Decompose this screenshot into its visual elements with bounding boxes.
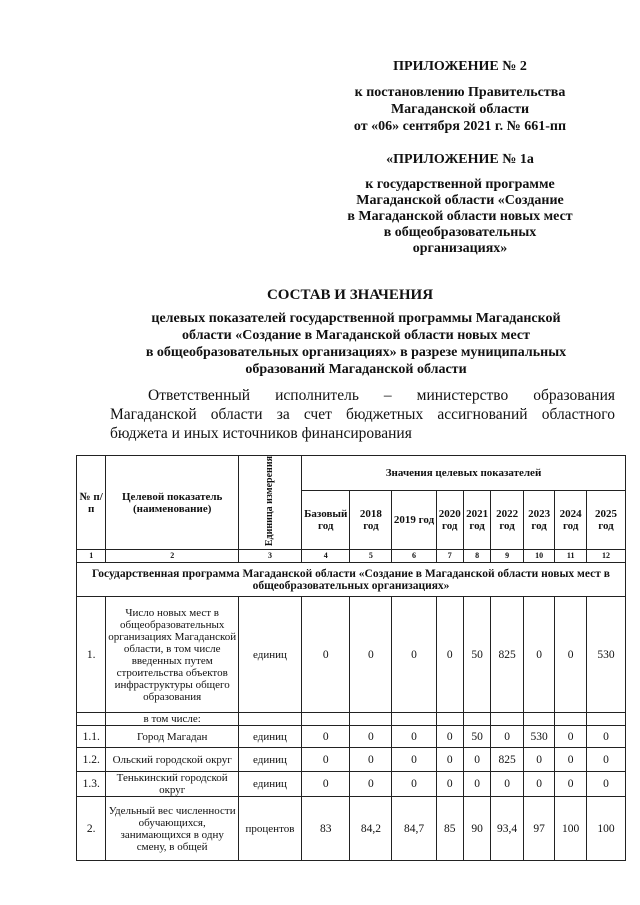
- row-number: 2.: [77, 797, 106, 861]
- row-value: 825: [491, 597, 524, 713]
- row-indicator: Город Магадан: [106, 726, 239, 748]
- row-value: 0: [392, 597, 436, 713]
- row-value: [436, 713, 463, 726]
- column-index: 10: [523, 550, 555, 563]
- program-title: Государственная программа Магаданской области «Создание в Магаданской области новых мест в общеобразовательных организациях»: [77, 563, 626, 597]
- table-row: [77, 797, 626, 861]
- row-value: 84,7: [392, 797, 436, 861]
- row-value: 0: [555, 772, 587, 797]
- appendix-title: ПРИЛОЖЕНИЕ № 2: [393, 59, 527, 74]
- appendix-1a-line: к государственной программе: [365, 177, 555, 192]
- row-value: 0: [555, 748, 587, 772]
- row-value: 93,4: [491, 797, 524, 861]
- appendix-1a-line: Магаданской области «Создание: [356, 193, 564, 208]
- appendix-1a-line: организациях»: [412, 241, 508, 256]
- row-value: 0: [302, 726, 350, 748]
- row-value: 90: [463, 797, 490, 861]
- row-value: [392, 713, 436, 726]
- row-unit: [238, 713, 301, 726]
- column-index: 2: [106, 550, 239, 563]
- row-value: [586, 713, 625, 726]
- row-value: [350, 713, 392, 726]
- appendix-1a-line: в Магаданской области новых мест: [347, 209, 573, 224]
- row-value: [491, 713, 524, 726]
- row-unit: единиц: [238, 726, 301, 748]
- col-header-unit: [238, 456, 301, 550]
- row-value: 85: [436, 797, 463, 861]
- year-header: 2025 год: [586, 491, 625, 550]
- row-value: 0: [436, 772, 463, 797]
- row-indicator: Тенькинский городской округ: [106, 772, 239, 797]
- column-index-row: [77, 550, 626, 563]
- subtitle-line: целевых показателей государственной программы Магаданской: [151, 311, 561, 326]
- row-number: 1.: [77, 597, 106, 713]
- row-value: 84,2: [350, 797, 392, 861]
- row-value: 825: [491, 748, 524, 772]
- subtitle-line: в общеобразовательных организациях» в разрезе муниципальных: [145, 345, 567, 360]
- row-value: 530: [523, 726, 555, 748]
- row-value: 0: [392, 748, 436, 772]
- year-header: 2022 год: [491, 491, 524, 550]
- row-value: [302, 713, 350, 726]
- row-number: [77, 713, 106, 726]
- indicators-table: [76, 455, 626, 861]
- row-value: 530: [586, 597, 625, 713]
- row-value: 0: [463, 748, 490, 772]
- row-value: 0: [436, 726, 463, 748]
- row-value: 0: [463, 772, 490, 797]
- col-header-number: № п/п: [77, 456, 106, 550]
- row-value: 0: [436, 748, 463, 772]
- row-value: 0: [523, 597, 555, 713]
- column-index: 8: [463, 550, 490, 563]
- row-value: 0: [555, 597, 587, 713]
- table-row: [77, 748, 626, 772]
- column-index: 4: [302, 550, 350, 563]
- column-index: 11: [555, 550, 587, 563]
- table-row: [77, 772, 626, 797]
- row-indicator: в том числе:: [106, 713, 239, 726]
- row-unit: единиц: [238, 597, 301, 713]
- table-row: [77, 713, 626, 726]
- row-value: 0: [491, 726, 524, 748]
- row-value: 83: [302, 797, 350, 861]
- appendix-1a-line: в общеобразовательных: [383, 225, 537, 240]
- column-index: 6: [392, 550, 436, 563]
- row-value: 0: [302, 748, 350, 772]
- row-value: 100: [555, 797, 587, 861]
- column-index: 7: [436, 550, 463, 563]
- row-value: 0: [586, 726, 625, 748]
- row-value: 0: [523, 748, 555, 772]
- row-value: 0: [523, 772, 555, 797]
- year-header: 2020 год: [436, 491, 463, 550]
- row-unit: единиц: [238, 748, 301, 772]
- row-value: [463, 713, 490, 726]
- year-header: 2019 год: [392, 491, 436, 550]
- col-header-values: Значения целевых показателей: [302, 456, 626, 491]
- row-value: 50: [463, 597, 490, 713]
- appendix-1a-title: «ПРИЛОЖЕНИЕ № 1а: [386, 152, 534, 167]
- row-value: 0: [392, 772, 436, 797]
- row-value: 0: [555, 726, 587, 748]
- row-value: 0: [350, 726, 392, 748]
- column-index: 1: [77, 550, 106, 563]
- row-unit: процентов: [238, 797, 301, 861]
- row-indicator: Удельный вес численности обучающихся, занимающихся в одну смену, в общей: [106, 797, 239, 861]
- responsible-executor-paragraph: Ответственный исполнитель – министерство образования Магаданской области за счет бюджетных ассигнований областного бюджета и иных источников финансирования: [110, 387, 615, 442]
- appendix-line: Магаданской области: [390, 102, 530, 117]
- row-indicator: Ольский городской округ: [106, 748, 239, 772]
- row-value: [523, 713, 555, 726]
- row-value: 0: [302, 772, 350, 797]
- col-header-unit-label: Единица измерения: [264, 456, 276, 547]
- subtitle-line: области «Создание в Магаданской области новых мест: [182, 328, 530, 343]
- row-value: 0: [350, 748, 392, 772]
- row-value: [555, 713, 587, 726]
- row-value: 0: [586, 748, 625, 772]
- column-index: 12: [586, 550, 625, 563]
- year-header: 2018 год: [350, 491, 392, 550]
- row-value: 50: [463, 726, 490, 748]
- row-number: 1.3.: [77, 772, 106, 797]
- row-value: 0: [436, 597, 463, 713]
- row-unit: единиц: [238, 772, 301, 797]
- row-value: 0: [350, 597, 392, 713]
- row-value: 0: [350, 772, 392, 797]
- row-number: 1.1.: [77, 726, 106, 748]
- row-indicator: Число новых мест в общеобразовательных организациях Магаданской области, в том числе введенных путем строительства объектов инфраструктуры общего образования: [106, 597, 239, 713]
- row-number: 1.2.: [77, 748, 106, 772]
- row-value: 0: [302, 597, 350, 713]
- year-header: 2023 год: [523, 491, 555, 550]
- column-index: 3: [238, 550, 301, 563]
- table-row: [77, 597, 626, 713]
- row-value: 0: [586, 772, 625, 797]
- year-header: 2024 год: [555, 491, 587, 550]
- year-header: 2021 год: [463, 491, 490, 550]
- subtitle-line: образований Магаданской области: [245, 362, 467, 377]
- row-value: 100: [586, 797, 625, 861]
- column-index: 5: [350, 550, 392, 563]
- appendix-line: от «06» сентября 2021 г. № 661-пп: [353, 119, 567, 134]
- row-value: 0: [392, 726, 436, 748]
- year-header: Базовый год: [302, 491, 350, 550]
- appendix-line: к постановлению Правительства: [354, 85, 566, 100]
- column-index: 9: [491, 550, 524, 563]
- col-header-indicator: Целевой показатель (наименование): [106, 456, 239, 550]
- row-value: 97: [523, 797, 555, 861]
- document-title: СОСТАВ И ЗНАЧЕНИЯ: [266, 287, 434, 303]
- row-value: 0: [491, 772, 524, 797]
- program-row: [77, 563, 626, 597]
- table-row: [77, 726, 626, 748]
